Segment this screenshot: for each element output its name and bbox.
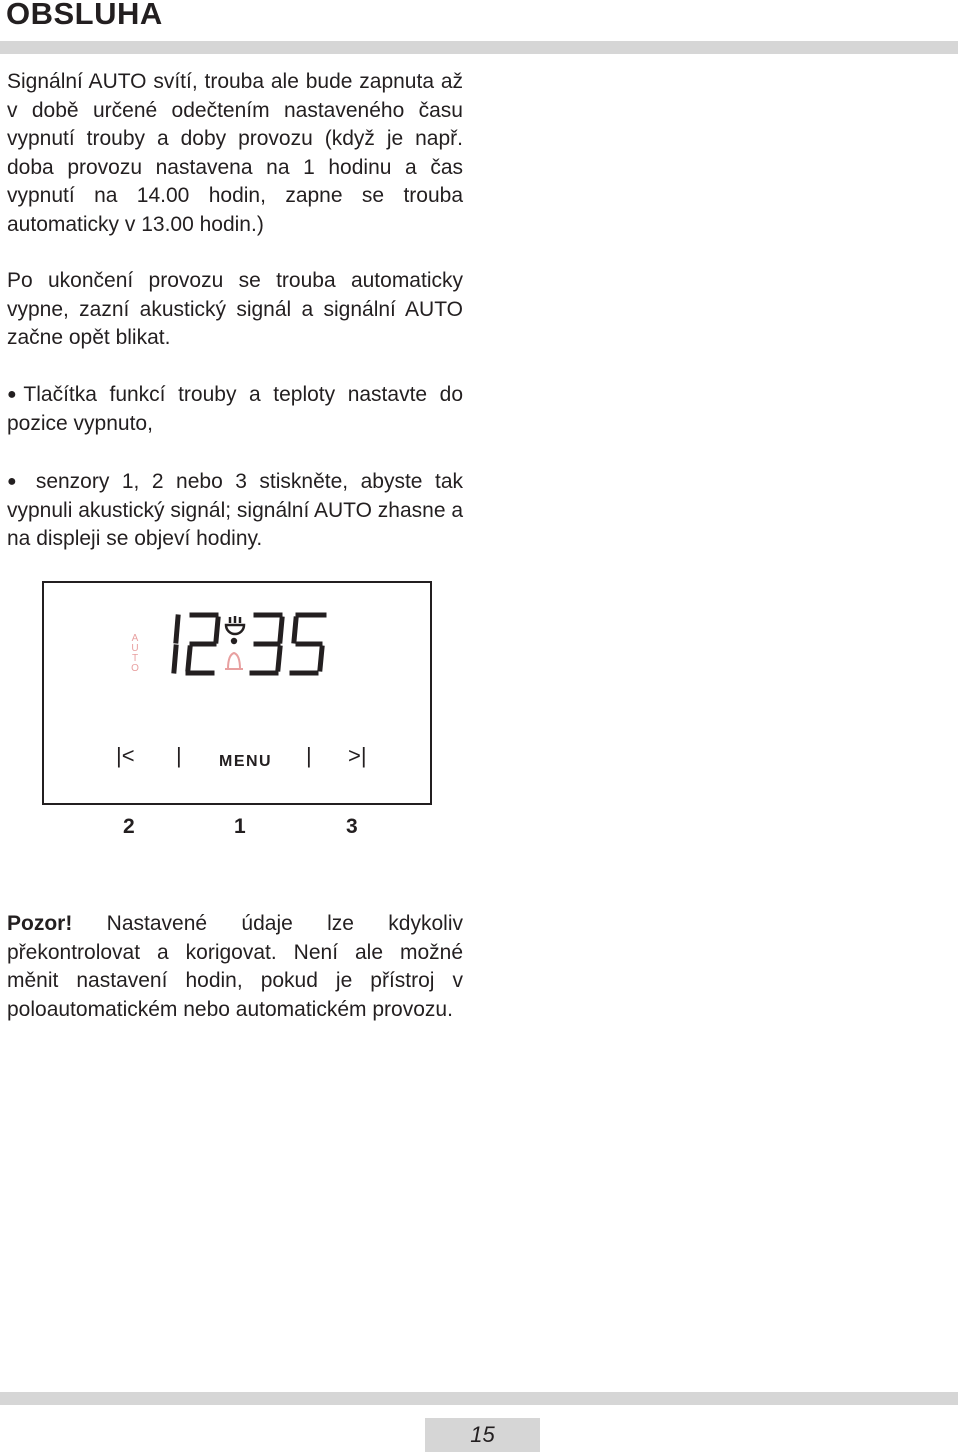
paragraph-auto-signal: Signální AUTO svítí, trouba ale bude zapnuta až v době určené odečtením nastaveného času vypnutí trouby a doby provozu (když je např. doba provozu nastavena na 1 hodinu a čas vypnutí na 14.00 hodin, zapne se trouba automaticky v 13.00 hodin.): [7, 70, 463, 236]
bottom-rule: [0, 1392, 958, 1405]
page-title: OBSLUHA: [6, 0, 163, 31]
top-rule: [0, 41, 958, 54]
bullet-icon: ●: [7, 473, 24, 490]
paragraph-text: Nastavené údaje lze kdykoliv překontrolovat a korigovat. Není ale možné měnit nastavení hodin, pokud je přístroj v poloautomatickém nebo automatickém provozu.: [7, 912, 463, 1021]
paragraph-text: Tlačítka funkcí trouby a teploty nastavte do pozice vypnuto,: [7, 383, 464, 435]
auto-indicator-letter: U: [131, 643, 139, 654]
sensor-separator-left: |: [176, 743, 182, 768]
sensor-separator-right: |: [306, 743, 312, 768]
paragraph-warning: [7, 910, 463, 1024]
sensor-2-number: 2: [123, 815, 135, 838]
clock-time-display: [164, 611, 364, 681]
oven-display-panel: [42, 581, 432, 805]
paragraph-text: senzory 1, 2 nebo 3 stiskněte, abyste tak vypnuli akustický signál; signální AUTO zhasne a na displeji se objeví hodiny.: [7, 470, 464, 550]
sensor-3-right-arrow-icon: >|: [348, 743, 367, 768]
bullet-icon: ●: [7, 386, 24, 403]
auto-indicator-letter: O: [131, 663, 139, 674]
sensor-2-left-arrow-icon: |<: [116, 743, 135, 768]
auto-indicator-letter: T: [131, 653, 139, 664]
paragraph-bullet-sensors: [7, 468, 463, 554]
paragraph-bullet-knobs: [7, 381, 463, 438]
sensor-1-number: 1: [234, 815, 246, 838]
warning-label: Pozor!: [7, 912, 73, 935]
sensor-1-menu-label: MENU: [219, 753, 273, 770]
auto-indicator-letter: A: [131, 633, 139, 644]
cooking-pot-icon: [226, 616, 244, 634]
paragraph-end-of-operation: Po ukončení provozu se trouba automaticky vypne, zazní akustický signál a signální AUTO začne opět blikat.: [7, 269, 463, 349]
sensor-3-number: 3: [346, 815, 358, 838]
page-number: 15: [425, 1418, 540, 1452]
